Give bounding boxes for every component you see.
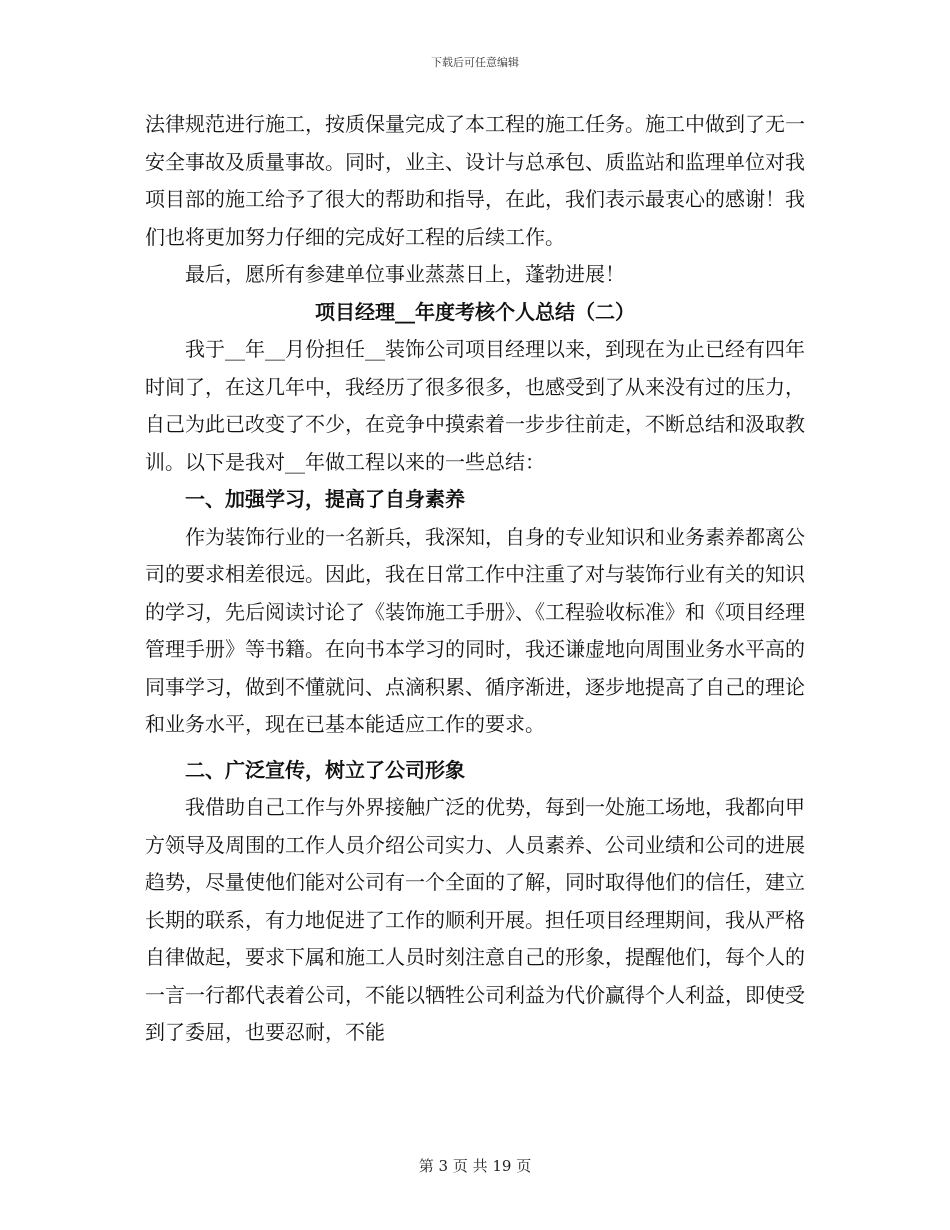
paragraph-continuation: 法律规范进行施工，按质保量完成了本工程的施工任务。施工中做到了无一安全事故及质量事故。同时，业主、设计与总承包、质监站和监理单位对我项目部的施工给予了很大的帮助和指导，在此，我们表示最衷心的感谢！我们也将更加努力仔细的完成好工程的后续工作。 <box>145 112 805 249</box>
heading-publicity: 二、广泛宣传，树立了公司形象 <box>185 757 465 782</box>
paragraph-study: 作为装饰行业的一名新兵，我深知，自身的专业知识和业务素养都离公司的要求相差很远。因此，我在日常工作中注重了对与装饰行业有关的知识的学习，先后阅读讨论了《装饰施工手册》、《工程验收标准》和《项目经理管理手册》等书籍。在向书本学习的同时，我还谦虚地向周围业务水平高的同事学习，做到不懂就问、点滴积累、循序渐进，逐步地提高了自己的理论和业务水平，现在已基本能适应工作的要求。 <box>145 524 805 736</box>
paragraph-intro: 我于__年__月份担任__装饰公司项目经理以来，到现在为止已经有四年时间了，在这几年中，我经历了很多很多，也感受到了从来没有过的压力，自己为此已改变了不少，在竞争中摸索着一步步往前走，不断总结和汲取教训。以下是我对__年做工程以来的一些总结： <box>145 337 805 474</box>
page-header-note: 下载后可任意编辑 <box>431 56 519 69</box>
document-body <box>145 106 805 1052</box>
paragraph-closing-wish: 最后，愿所有参建单位事业蒸蒸日上，蓬勃进展！ <box>185 262 625 286</box>
heading-study: 一、加强学习，提高了自身素养 <box>185 487 465 511</box>
page-number: 第 3 页 共 19 页 <box>418 1157 532 1175</box>
section-title: 项目经理__年度考核个人总结（二） <box>315 299 635 324</box>
paragraph-publicity: 我借助自己工作与外界接触广泛的优势，每到一处施工场地，我都向甲方领导及周围的工作人员介绍公司实力、人员素养、公司业绩和公司的进展趋势，尽量使他们能对公司有一个全面的了解，同时取得他们的信任，建立长期的联系，有力地促进了工作的顺利开展。担任项目经理期间，我从严格自律做起，要求下属和施工人员时刻注意自己的形象，提醒他们，每个人的一言一行都代表着公司，不能以牺牲公司利益为代价赢得个人利益，即使受到了委屈，也要忍耐，不能 <box>145 795 805 1044</box>
